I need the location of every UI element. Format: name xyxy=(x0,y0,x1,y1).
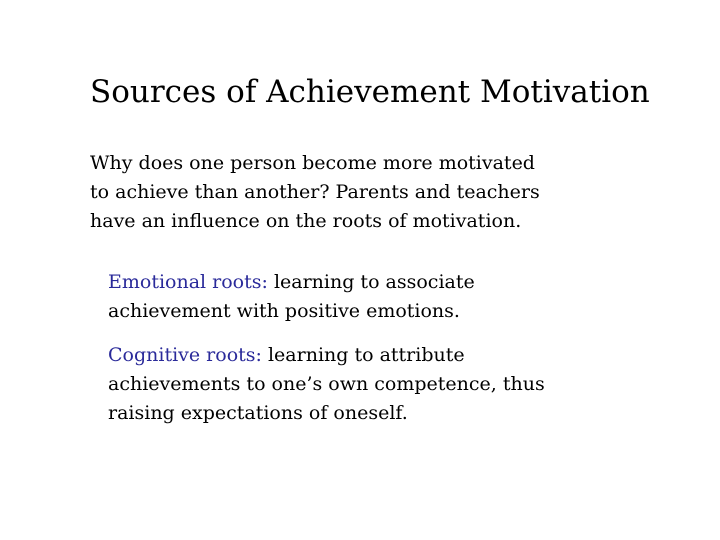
intro-line: have an influence on the roots of motivation. xyxy=(90,210,522,232)
intro-line: to achieve than another? Parents and teachers xyxy=(90,181,540,203)
intro-paragraph xyxy=(90,149,630,236)
emotional-roots-text: learning to associate xyxy=(267,271,475,293)
point-first-line xyxy=(108,268,668,297)
cognitive-roots-point xyxy=(108,341,668,428)
point-continuation-line: raising expectations of oneself. xyxy=(108,402,408,424)
cognitive-roots-text: learning to attribute xyxy=(261,344,465,366)
slide-title: Sources of Achievement Motivation xyxy=(90,74,650,110)
point-continuation-line: achievements to one’s own competence, thus xyxy=(108,373,545,395)
intro-line: Why does one person become more motivated xyxy=(90,152,535,174)
point-continuation-line: achievement with positive emotions. xyxy=(108,300,460,322)
emotional-roots-point xyxy=(108,268,668,326)
cognitive-roots-term: Cognitive roots: xyxy=(108,344,262,366)
point-first-line xyxy=(108,341,668,370)
emotional-roots-term: Emotional roots: xyxy=(108,271,268,293)
